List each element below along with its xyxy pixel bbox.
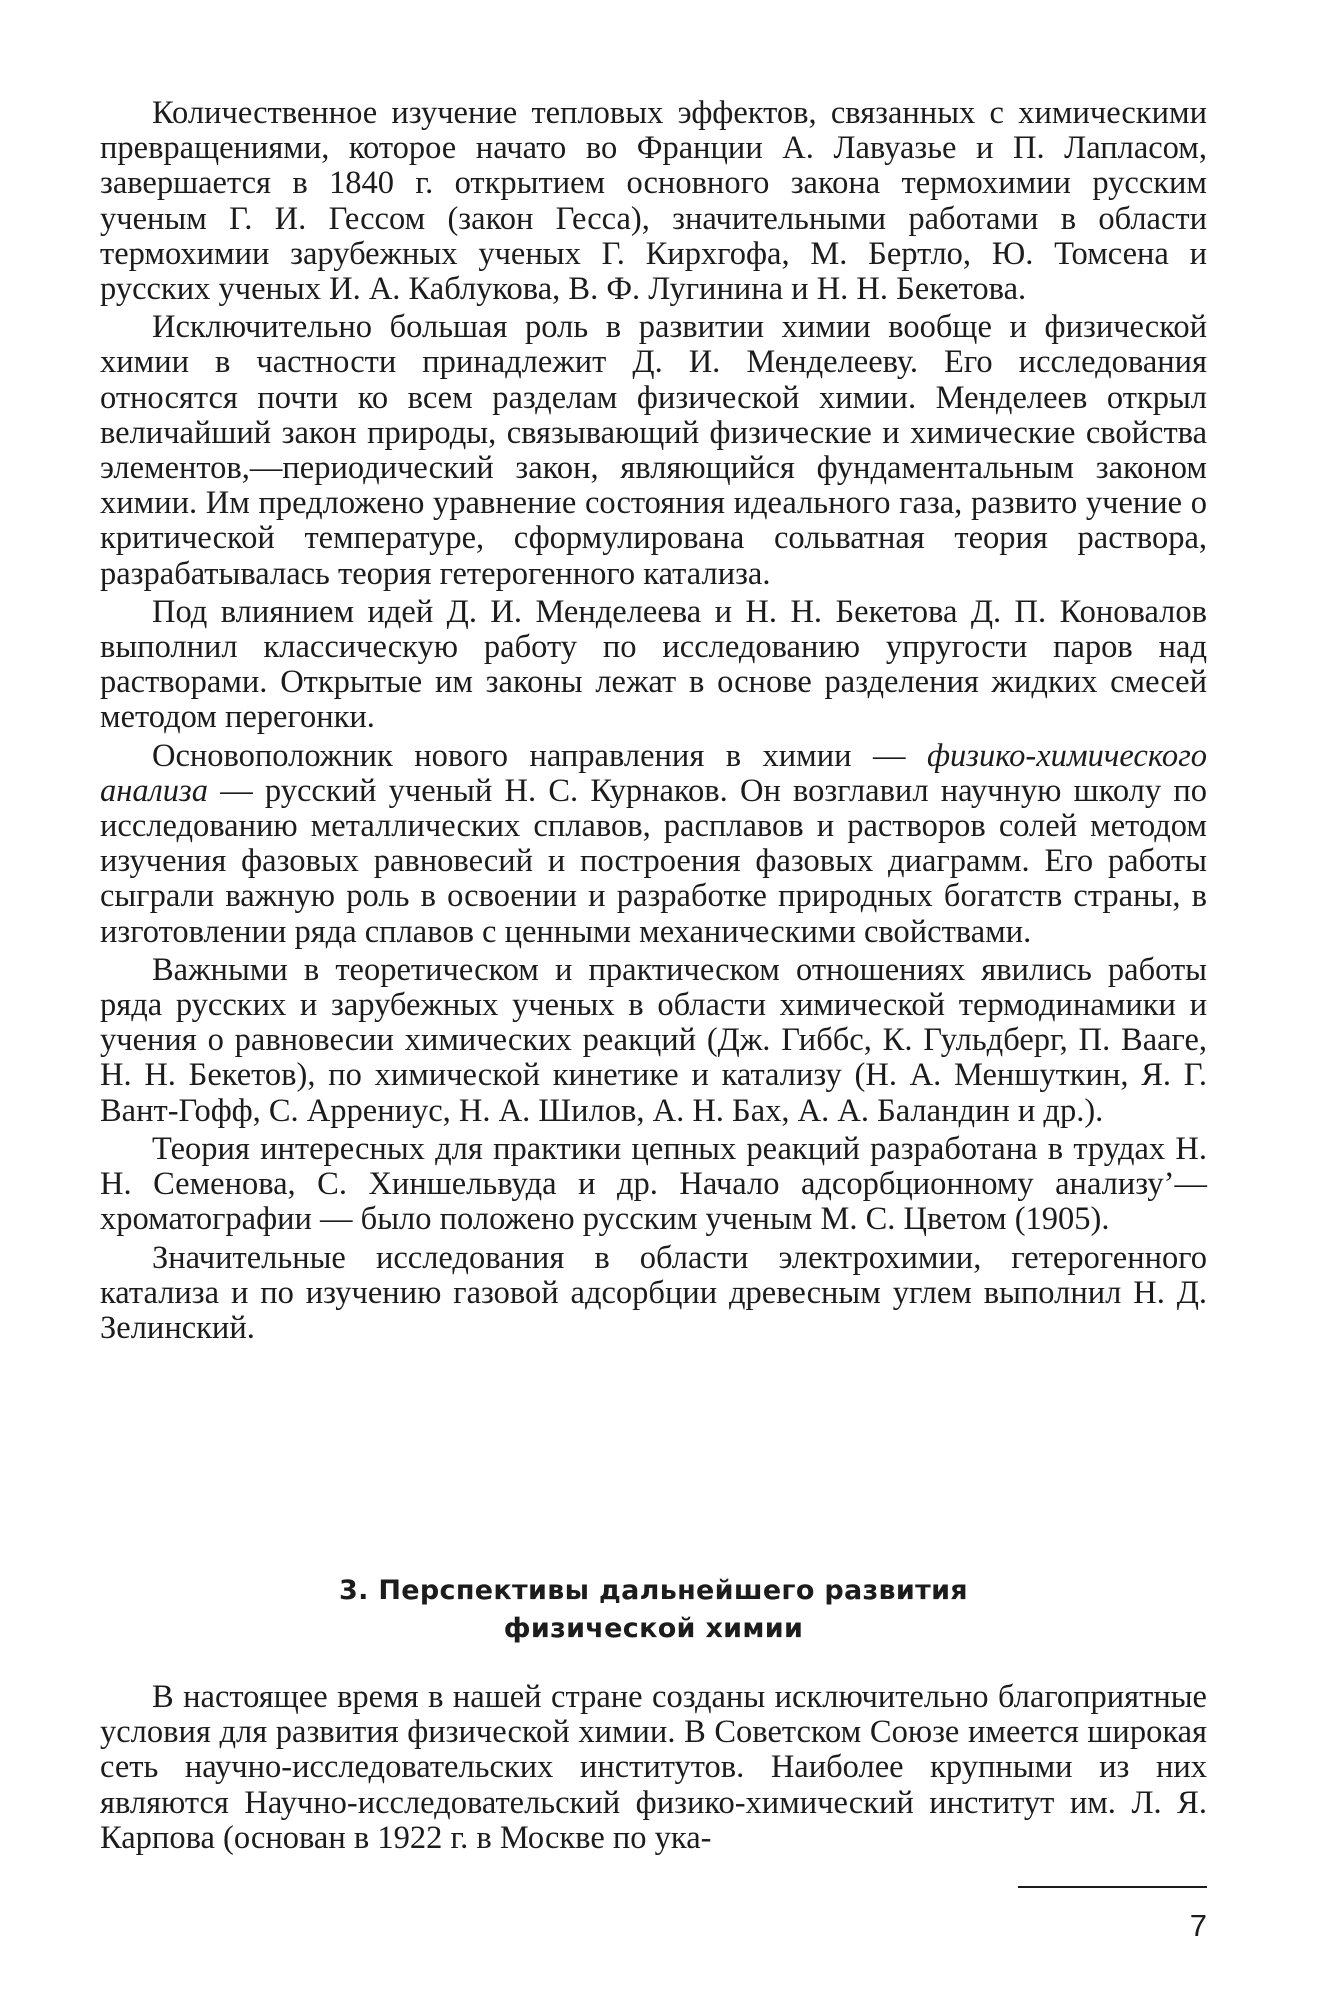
paragraph-zelinsky: Значительные исследования в области электрохимии, гетерогенного катализа и по изучению газовой адсорбции древесным углем выполнил Н. Д. Зелинский. xyxy=(100,1239,1207,1346)
section-heading-line-1: 3. Перспективы дальнейшего развития xyxy=(339,1575,968,1606)
paragraph-kurnakov-rest: — русский ученый Н. С. Курнаков. Он возглавил научную школу по исследованию металлических сплавов, расплавов и растворов солей методом изучения фазовых равновесий и построения фазовых диаграмм. Его работы сыграли важную роль в освоении и разработке природных богатств страны, в изготовлении ряда сплавов с ценными механическими свойствами. xyxy=(100,772,1207,950)
emphasis-term: физико-химического анализа xyxy=(100,737,1207,809)
paragraph-institutes: В настоящее время в нашей стране созданы исключительно благоприятные условия для развития физической химии. В Советском Союзе имеется широкая сеть научно-исследовательских институтов. Наиболее крупными из них являются Научно-исследовательский физико-химический институт им. Л. Я. Карпова (основан в 1922 г. в Москве по ука- xyxy=(100,1679,1207,1856)
page-number: 7 xyxy=(1189,1908,1207,1943)
paragraph-kurnakov-lead: Основоположник нового направления в химии — xyxy=(152,737,927,774)
paragraph-thermochemistry: Количественное изучение тепловых эффектов, связанных с химическими превращениями, которое начато во Франции А. Лавуазье и П. Лапласом, завершается в 1840 г. открытием основного закона термохимии русским ученым Г. И. Гессом (закон Гесса), значительными работами в области термохимии зарубежных ученых Г. Кирхгофа, М. Бертло, Ю. Томсена и русских ученых И. А. Каблукова, В. Ф. Лугинина и Н. Н. Бекетова. xyxy=(100,95,1207,308)
body-text-upper xyxy=(100,96,1207,1349)
section-heading-line-2: физической химии xyxy=(503,1613,804,1644)
body-text-lower xyxy=(100,1680,1207,1859)
section-heading xyxy=(100,1572,1207,1648)
footnote-rule xyxy=(1018,1886,1207,1888)
paragraph-thermodynamics: Важными в теоретическом и практическом отношениях явились работы ряда русских и зарубежных ученых в области химической термодинамики и учения о равновесии химических реакций (Дж. Гиббс, К. Гульдберг, П. Вааге, Н. Н. Бекетов), по химической кинетике и катализу (Н. А. Меншуткин, Я. Г. Вант-Гофф, С. Аррениус, Н. А. Шилов, А. Н. Бах, А. А. Баландин и др.). xyxy=(100,951,1207,1129)
paragraph-kurnakov xyxy=(100,739,1207,950)
paragraph-mendeleev: Исключительно большая роль в развитии химии вообще и физической химии в частности принадлежит Д. И. Менделееву. Его исследования относятся почти ко всем разделам физической химии. Менделеев открыл величайший закон природы, связывающий физические и химические свойства элементов,—периодический закон, являющийся фундаментальным законом химии. Им предложено уравнение состояния идеального газа, развито учение о критической температуре, сформулирована сольватная теория раствора, разрабатывалась теория гетерогенного катализа. xyxy=(100,309,1207,592)
paragraph-chain-reactions: Теория интересных для практики цепных реакций разработана в трудах Н. Н. Семенова, С. Хиншельвуда и др. Начало адсорбционному анализу’— хроматографии — было положено русским ученым М. С. Цветом (1905). xyxy=(100,1130,1207,1238)
paragraph-konovalov: Под влиянием идей Д. И. Менделеева и Н. Н. Бекетова Д. П. Коновалов выполнил классическую работу по исследованию упругости паров над растворами. Открытые им законы лежат в основе разделения жидких смесей методом перегонки. xyxy=(100,593,1207,736)
